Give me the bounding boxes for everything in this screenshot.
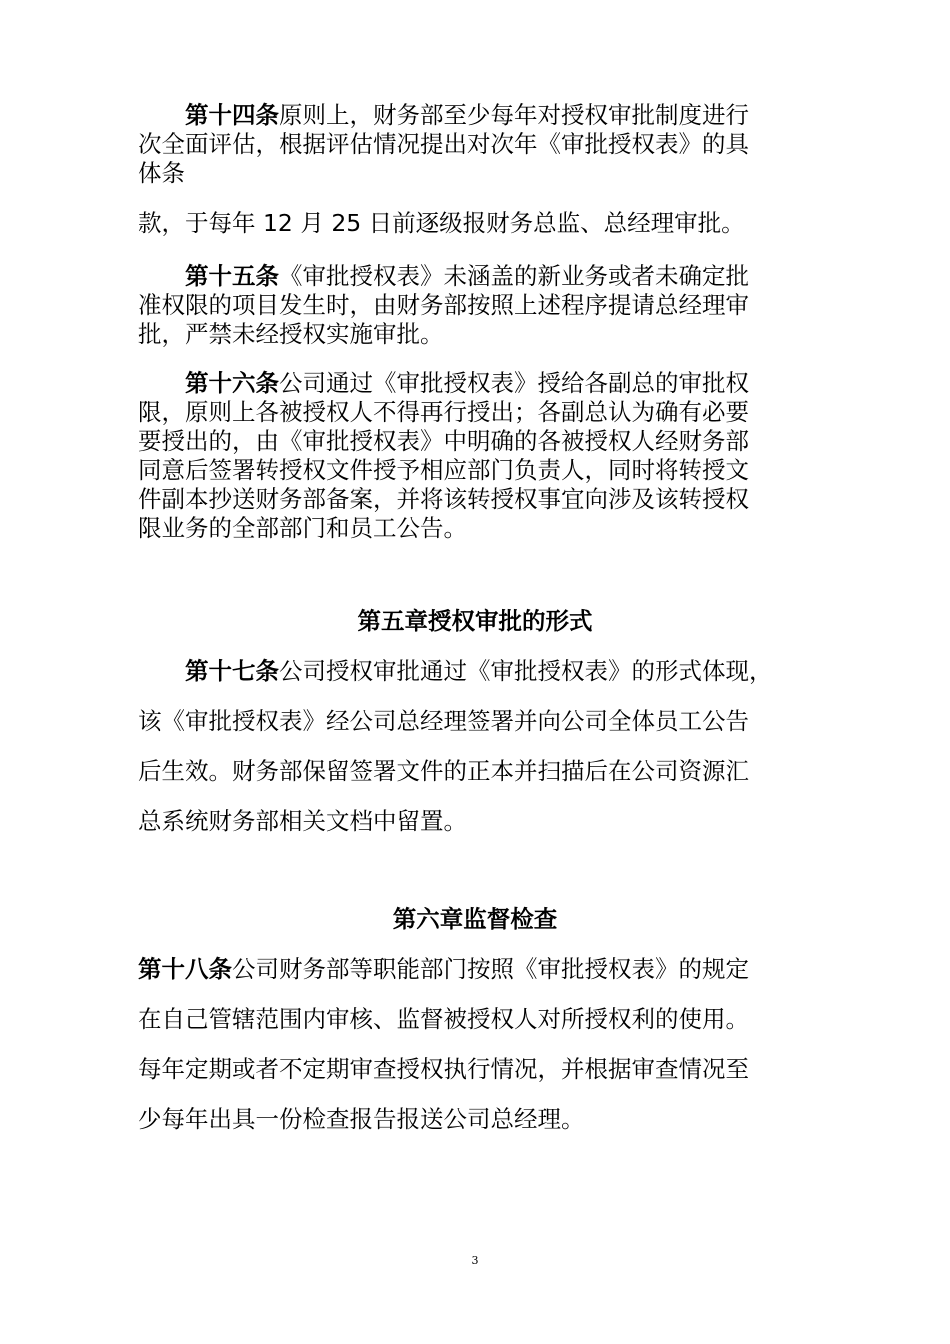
article-14 bbox=[138, 101, 810, 188]
article-18-line-2: 在自己管辖范围内审核、监督被授权人对所授权利的使用。 bbox=[138, 1005, 749, 1033]
article-18 bbox=[138, 944, 810, 1144]
article-14-title: 第十四条 bbox=[185, 101, 279, 129]
article-16 bbox=[138, 369, 810, 543]
article-15 bbox=[138, 262, 810, 349]
article-15-line-3: 批，严禁未经授权实施审批。 bbox=[138, 320, 444, 348]
chapter-5-heading: 第五章授权审批的形式 bbox=[357, 607, 593, 635]
article-14-continuation: 款，于每年 12 月 25 日前逐级报财务总监、总经理审批。 bbox=[138, 209, 745, 237]
article-16-line-6: 限业务的全部部门和员工公告。 bbox=[138, 514, 467, 542]
article-18-line-3: 每年定期或者不定期审查授权执行情况，并根据审查情况至 bbox=[138, 1055, 749, 1083]
article-16-text-1: 公司通过《审批授权表》授给各副总的审批权 bbox=[279, 369, 749, 397]
article-17-line-4: 总系统财务部相关文档中留置。 bbox=[138, 807, 467, 835]
article-16-line-2: 限，原则上各被授权人不得再行授出；各副总认为确有必要 bbox=[138, 398, 749, 426]
article-14-line-3: 体条 bbox=[138, 159, 185, 187]
article-14-text-1: 原则上，财务部至少每年对授权审批制度进行 bbox=[279, 101, 749, 129]
article-18-text-1: 公司财务部等职能部门按照《审批授权表》的规定 bbox=[232, 955, 749, 983]
article-18-line-1 bbox=[138, 944, 810, 994]
article-16-line-5: 件副本抄送财务部备案，并将该转授权事宜向涉及该转授权 bbox=[138, 485, 749, 513]
article-14-line-2: 次全面评估，根据评估情况提出对次年《审批授权表》的具 bbox=[138, 130, 749, 158]
article-16-title: 第十六条 bbox=[185, 369, 279, 397]
article-15-title: 第十五条 bbox=[185, 262, 279, 290]
article-15-line-1 bbox=[138, 262, 810, 291]
article-15-line-2: 准权限的项目发生时，由财务部按照上述程序提请总经理审 bbox=[138, 291, 749, 319]
article-17-title: 第十七条 bbox=[185, 657, 279, 685]
article-16-line-4: 同意后签署转授权文件授予相应部门负责人，同时将转授文 bbox=[138, 456, 749, 484]
article-17-line-3: 后生效。财务部保留签署文件的正本并扫描后在公司资源汇 bbox=[138, 757, 749, 785]
article-18-line-4: 少每年出具一份检查报告报送公司总经理。 bbox=[138, 1105, 585, 1133]
article-18-title: 第十八条 bbox=[138, 955, 232, 983]
article-15-text-1: 《审批授权表》未涵盖的新业务或者未确定批 bbox=[279, 262, 749, 290]
article-17-line-2: 该《审批授权表》经公司总经理签署并向公司全体员工公告 bbox=[138, 707, 749, 735]
chapter-6-heading: 第六章监督检查 bbox=[392, 905, 558, 933]
page-number: 3 bbox=[471, 1254, 479, 1267]
article-17-text-1: 公司授权审批通过《审批授权表》的形式体现， bbox=[279, 657, 773, 685]
article-17 bbox=[138, 646, 810, 846]
article-14-line-1 bbox=[138, 101, 810, 130]
article-16-line-1 bbox=[138, 369, 810, 398]
article-17-line-1 bbox=[138, 646, 810, 696]
article-16-line-3: 要授出的，由《审批授权表》中明确的各被授权人经财务部 bbox=[138, 427, 749, 455]
